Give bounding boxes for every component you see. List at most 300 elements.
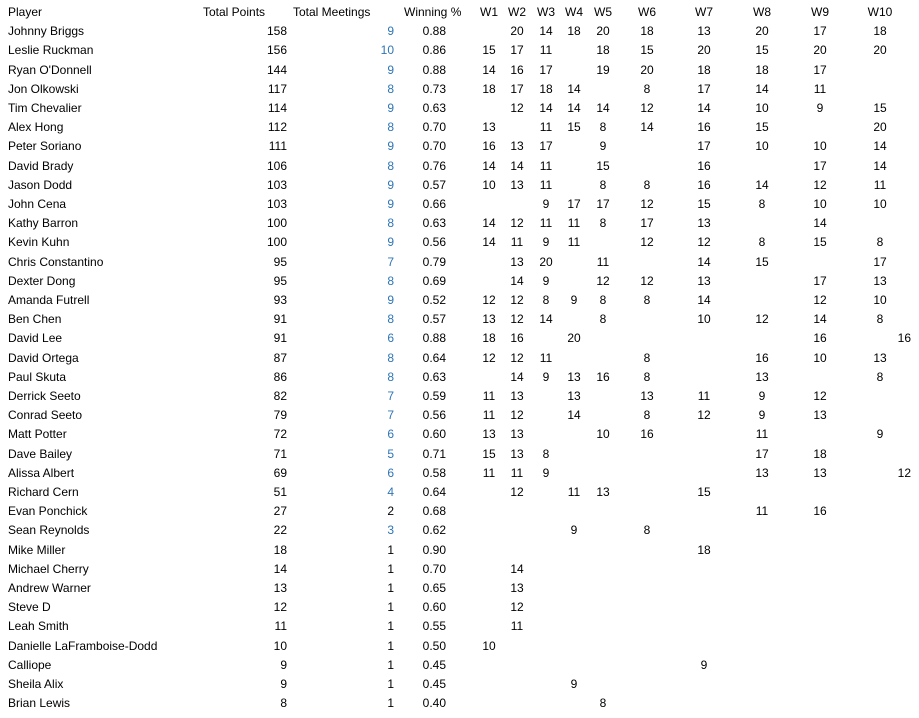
week-score: 8 — [876, 312, 884, 327]
week-score: 11 — [813, 81, 827, 96]
total-meetings: 6 — [387, 331, 394, 346]
week-score: 15 — [755, 43, 769, 58]
week-score: 12 — [596, 273, 610, 288]
total-meetings: 1 — [387, 677, 394, 691]
winning-pct: 0.90 — [422, 542, 446, 557]
winning-pct: 0.88 — [422, 331, 446, 346]
player-name: Sheila Alix — [8, 677, 64, 691]
winning-pct: 0.57 — [422, 312, 446, 327]
week-score: 12 — [510, 216, 524, 231]
week-score: 12 — [510, 293, 524, 307]
week-score: 16 — [813, 331, 827, 346]
week-score: 11 — [539, 177, 553, 192]
player-name: Jason Dodd — [8, 177, 73, 192]
week-score: 17 — [539, 62, 553, 77]
player-name: Dave Bailey — [8, 446, 73, 461]
week-score: 17 — [539, 139, 553, 154]
header-week: W4 — [565, 5, 583, 19]
week-score: 13 — [755, 465, 769, 480]
winning-pct: 0.56 — [422, 235, 446, 250]
week-score: 14 — [567, 101, 581, 115]
week-score: 16 — [697, 158, 711, 173]
header-week: W5 — [594, 5, 612, 19]
total-points: 87 — [273, 350, 287, 365]
winning-pct: 0.45 — [422, 657, 446, 672]
week-score: 10 — [813, 350, 827, 365]
week-score: 8 — [643, 408, 651, 423]
player-name: Leslie Ruckman — [8, 43, 94, 58]
week-score: 8 — [643, 293, 651, 307]
week-score: 15 — [697, 197, 711, 211]
winning-pct: 0.55 — [422, 619, 446, 634]
week-score: 11 — [567, 485, 581, 499]
winning-pct: 0.65 — [422, 581, 446, 595]
week-score: 12 — [755, 312, 769, 327]
winning-pct: 0.57 — [422, 177, 446, 192]
total-points: 69 — [273, 465, 287, 480]
total-meetings: 1 — [387, 581, 394, 595]
total-meetings: 4 — [387, 485, 394, 499]
total-points: 95 — [273, 254, 287, 269]
total-meetings: 9 — [387, 24, 394, 39]
week-score: 15 — [755, 120, 769, 135]
week-score: 12 — [640, 235, 654, 250]
player-name: Jon Olkowski — [8, 81, 79, 96]
week-score: 13 — [482, 312, 496, 327]
week-score: 20 — [755, 24, 769, 39]
total-meetings: 9 — [387, 293, 394, 307]
winning-pct: 0.79 — [422, 254, 446, 269]
week-score: 17 — [596, 197, 610, 211]
player-name: Dexter Dong — [8, 273, 76, 288]
total-meetings: 8 — [387, 350, 394, 365]
week-score: 12 — [640, 197, 654, 211]
week-score: 16 — [697, 177, 711, 192]
total-points: 51 — [273, 485, 287, 499]
week-score: 18 — [697, 62, 711, 77]
week-score: 19 — [596, 62, 610, 77]
header-week: W8 — [753, 5, 771, 19]
week-score: 10 — [873, 197, 887, 211]
player-name: Amanda Futrell — [8, 293, 90, 307]
week-score: 16 — [510, 62, 524, 77]
week-score: 14 — [482, 235, 496, 250]
total-meetings: 8 — [387, 120, 394, 135]
week-score: 13 — [510, 389, 524, 403]
total-meetings: 9 — [387, 101, 394, 115]
week-score: 14 — [539, 312, 553, 327]
week-score: 17 — [813, 158, 827, 173]
week-score: 17 — [697, 81, 711, 96]
week-score: 11 — [539, 216, 553, 231]
week-score: 14 — [482, 158, 496, 173]
total-points: 13 — [273, 581, 287, 595]
week-score: 12 — [510, 485, 524, 499]
total-meetings: 8 — [387, 81, 394, 96]
week-score: 15 — [813, 235, 827, 250]
winning-pct: 0.64 — [422, 485, 446, 499]
week-score: 8 — [758, 235, 766, 250]
player-name: Calliope — [8, 657, 52, 672]
winning-pct: 0.88 — [422, 24, 446, 39]
week-score: 9 — [570, 523, 578, 538]
player-name: Conrad Seeto — [8, 408, 83, 423]
total-meetings: 2 — [387, 504, 394, 519]
total-meetings: 9 — [387, 139, 394, 154]
week-score: 12 — [482, 350, 496, 365]
week-score: 11 — [510, 235, 524, 250]
player-name: Sean Reynolds — [8, 523, 90, 538]
week-score: 8 — [643, 177, 651, 192]
total-points: 11 — [274, 619, 287, 634]
week-score: 13 — [510, 581, 524, 595]
week-score: 18 — [697, 542, 711, 557]
week-score: 13 — [755, 369, 769, 384]
week-score: 11 — [539, 350, 553, 365]
winning-pct: 0.40 — [422, 696, 446, 711]
week-score: 15 — [596, 158, 610, 173]
week-score: 16 — [510, 331, 524, 346]
total-meetings: 9 — [387, 235, 394, 250]
week-score: 13 — [567, 389, 581, 403]
week-score: 13 — [697, 216, 711, 231]
week-score: 12 — [510, 101, 524, 115]
week-score: 18 — [596, 43, 610, 58]
week-score: 14 — [510, 273, 524, 288]
total-points: 93 — [273, 293, 287, 307]
winning-pct: 0.63 — [422, 369, 446, 384]
total-points: 114 — [267, 101, 287, 115]
player-name: Alissa Albert — [8, 465, 75, 480]
total-points: 27 — [273, 504, 287, 519]
winning-pct: 0.56 — [422, 408, 446, 423]
total-points: 112 — [267, 120, 287, 135]
total-points: 91 — [273, 312, 287, 327]
total-meetings: 1 — [387, 542, 394, 557]
total-meetings: 9 — [387, 177, 394, 192]
winning-pct: 0.70 — [422, 120, 446, 135]
week-score: 9 — [542, 273, 550, 288]
week-score: 10 — [482, 638, 496, 653]
week-score: 10 — [873, 293, 887, 307]
week-score: 9 — [542, 235, 550, 250]
week-score: 20 — [539, 254, 553, 269]
winning-pct: 0.66 — [422, 197, 446, 211]
week-score: 10 — [755, 101, 769, 115]
week-score: 8 — [758, 197, 766, 211]
total-meetings: 8 — [387, 273, 394, 288]
week-score: 14 — [813, 216, 827, 231]
week-score: 11 — [482, 408, 496, 423]
week-score: 12 — [510, 408, 524, 423]
total-meetings: 6 — [387, 427, 394, 442]
week-score: 15 — [482, 446, 496, 461]
week-score: 8 — [599, 293, 607, 307]
week-score: 12 — [813, 293, 827, 307]
winning-pct: 0.70 — [422, 561, 446, 576]
week-score: 20 — [873, 120, 887, 135]
winning-pct: 0.50 — [422, 638, 446, 653]
week-score: 10 — [482, 177, 496, 192]
week-score: 17 — [873, 254, 887, 269]
total-meetings: 6 — [387, 465, 394, 480]
week-score: 8 — [599, 177, 607, 192]
total-meetings: 7 — [387, 408, 394, 423]
week-score: 15 — [697, 485, 711, 499]
week-score: 15 — [873, 101, 887, 115]
week-score: 8 — [599, 120, 607, 135]
week-score: 13 — [510, 177, 524, 192]
total-meetings: 9 — [387, 197, 394, 211]
week-score: 14 — [697, 293, 711, 307]
week-score: 17 — [813, 62, 827, 77]
total-meetings: 1 — [387, 600, 394, 615]
week-score: 17 — [510, 43, 524, 58]
week-score: 11 — [873, 177, 887, 192]
week-score: 18 — [873, 24, 887, 39]
winning-pct: 0.88 — [422, 62, 446, 77]
week-score: 16 — [640, 427, 654, 442]
player-name: Ryan O'Donnell — [8, 62, 92, 77]
week-score: 16 — [697, 120, 711, 135]
player-name: David Brady — [8, 158, 74, 173]
week-score: 17 — [813, 273, 827, 288]
week-score: 14 — [755, 177, 769, 192]
week-score: 10 — [813, 139, 827, 154]
player-name: Derrick Seeto — [8, 389, 81, 403]
player-name: Peter Soriano — [8, 139, 82, 154]
winning-pct: 0.52 — [422, 293, 446, 307]
total-points: 79 — [273, 408, 287, 423]
total-meetings: 7 — [387, 389, 394, 403]
week-score: 17 — [640, 216, 654, 231]
week-score: 18 — [813, 446, 827, 461]
week-score: 10 — [755, 139, 769, 154]
header-week: W2 — [508, 5, 526, 19]
week-score: 11 — [755, 427, 769, 442]
week-score: 10 — [697, 312, 711, 327]
week-score: 9 — [542, 465, 550, 480]
header-winning-pct: Winning % — [404, 5, 462, 19]
week-score: 11 — [510, 619, 524, 634]
week-score: 13 — [510, 139, 524, 154]
week-score: 12 — [640, 273, 654, 288]
total-points: 91 — [273, 331, 287, 346]
week-score: 8 — [876, 235, 884, 250]
winning-pct: 0.86 — [422, 43, 446, 58]
player-name: Michael Cherry — [8, 561, 89, 576]
winning-pct: 0.68 — [422, 504, 446, 519]
player-name: Brian Lewis — [8, 696, 71, 711]
total-points: 14 — [273, 561, 287, 576]
header-week: W7 — [695, 5, 713, 19]
week-score: 12 — [510, 312, 524, 327]
week-score: 9 — [758, 389, 766, 403]
week-score: 14 — [640, 120, 654, 135]
week-score: 15 — [567, 120, 581, 135]
player-name: Matt Potter — [8, 427, 67, 442]
week-score: 9 — [700, 657, 708, 672]
winning-pct: 0.71 — [422, 446, 446, 461]
week-score: 18 — [482, 81, 496, 96]
week-score: 12 — [813, 177, 827, 192]
header-week: W3 — [537, 5, 555, 19]
week-score: 11 — [482, 465, 496, 480]
player-name: David Lee — [8, 331, 63, 346]
total-points: 8 — [280, 696, 287, 711]
week-score: 13 — [567, 369, 581, 384]
week-score: 13 — [697, 273, 711, 288]
week-score: 9 — [570, 677, 578, 691]
week-score: 11 — [596, 254, 610, 269]
week-score: 18 — [567, 24, 581, 39]
week-score: 13 — [640, 389, 654, 403]
player-name: Alex Hong — [8, 120, 64, 135]
header-week: W1 — [480, 5, 498, 19]
week-score: 14 — [873, 139, 887, 154]
total-meetings: 8 — [387, 369, 394, 384]
total-meetings: 1 — [387, 657, 394, 672]
total-points: 100 — [266, 235, 287, 250]
player-name: Evan Ponchick — [8, 504, 88, 519]
week-score: 14 — [697, 254, 711, 269]
winning-pct: 0.60 — [422, 427, 446, 442]
week-score: 13 — [813, 408, 827, 423]
week-score: 14 — [567, 408, 581, 423]
player-name: Leah Smith — [8, 619, 69, 634]
total-points: 86 — [273, 369, 287, 384]
week-score: 11 — [567, 235, 581, 250]
total-points: 18 — [273, 542, 287, 557]
total-points: 158 — [266, 24, 287, 39]
week-score: 12 — [813, 389, 827, 403]
player-name: Kathy Barron — [8, 216, 79, 231]
total-points: 117 — [267, 81, 287, 96]
winning-pct: 0.45 — [422, 677, 446, 691]
player-name: Richard Cern — [8, 485, 79, 499]
week-score: 14 — [813, 312, 827, 327]
winning-pct: 0.63 — [422, 101, 446, 115]
player-name: Johnny Briggs — [8, 24, 85, 39]
total-points: 95 — [273, 273, 287, 288]
week-score: 14 — [539, 24, 553, 39]
week-score: 15 — [640, 43, 654, 58]
player-name: Kevin Kuhn — [8, 235, 70, 250]
week-score: 16 — [755, 350, 769, 365]
total-meetings: 9 — [387, 62, 394, 77]
week-score: 16 — [596, 369, 610, 384]
week-score: 14 — [510, 369, 524, 384]
week-score: 8 — [643, 523, 651, 538]
week-score: 8 — [599, 696, 607, 711]
week-score: 11 — [755, 504, 769, 519]
player-name: Ben Chen — [8, 312, 62, 327]
week-score: 14 — [873, 158, 887, 173]
week-score: 12 — [640, 101, 654, 115]
week-score: 11 — [697, 389, 711, 403]
week-score: 18 — [482, 331, 496, 346]
week-score: 11 — [482, 389, 496, 403]
week-score: 12 — [697, 235, 711, 250]
winning-pct: 0.62 — [422, 523, 446, 538]
total-points: 71 — [273, 446, 287, 461]
winning-pct: 0.58 — [422, 465, 446, 480]
header-total-meetings: Total Meetings — [293, 5, 371, 19]
week-score: 11 — [539, 158, 553, 173]
total-points: 72 — [273, 427, 287, 442]
winning-pct: 0.64 — [422, 350, 446, 365]
total-points: 103 — [266, 177, 287, 192]
player-name: Andrew Warner — [8, 581, 91, 595]
total-meetings: 10 — [380, 43, 394, 58]
header-week: W6 — [638, 5, 656, 19]
week-score: 15 — [482, 43, 496, 58]
week-score: 9 — [876, 427, 884, 442]
week-score: 11 — [567, 216, 581, 231]
player-name: Tim Chevalier — [8, 101, 82, 115]
week-score: 20 — [640, 62, 654, 77]
week-score: 8 — [643, 81, 651, 96]
player-name: Steve D — [8, 600, 51, 615]
week-score: 12 — [510, 600, 524, 615]
week-score: 13 — [697, 24, 711, 39]
week-score: 8 — [643, 350, 651, 365]
week-score: 17 — [755, 446, 769, 461]
winning-pct: 0.73 — [422, 81, 446, 96]
week-score: 13 — [873, 350, 887, 365]
week-score: 10 — [596, 427, 610, 442]
week-score: 15 — [755, 254, 769, 269]
week-score: 20 — [813, 43, 827, 58]
total-points: 100 — [266, 216, 287, 231]
week-score: 13 — [482, 427, 496, 442]
week-score: 13 — [596, 485, 610, 499]
total-points: 9 — [280, 677, 287, 691]
week-score: 14 — [697, 101, 711, 115]
player-name: John Cena — [8, 197, 67, 211]
week-score: 9 — [816, 101, 824, 115]
player-name: Mike Miller — [8, 542, 66, 557]
winning-pct: 0.59 — [422, 389, 446, 403]
week-score: 8 — [542, 293, 550, 307]
player-name: David Ortega — [8, 350, 79, 365]
week-score: 13 — [510, 254, 524, 269]
total-meetings: 1 — [387, 619, 394, 634]
week-score: 8 — [542, 446, 550, 461]
week-score: 14 — [482, 62, 496, 77]
header-player: Player — [8, 5, 43, 19]
week-score: 12 — [482, 293, 496, 307]
week-score: 20 — [567, 331, 581, 346]
week-score: 17 — [697, 139, 711, 154]
week-score: 14 — [510, 561, 524, 576]
winning-pct: 0.76 — [422, 158, 446, 173]
player-name: Danielle LaFramboise-Dodd — [8, 638, 158, 653]
week-score: 16 — [813, 504, 827, 519]
week-score: 18 — [539, 81, 553, 96]
total-meetings: 3 — [387, 523, 394, 538]
winning-pct: 0.70 — [422, 139, 446, 154]
winning-pct: 0.63 — [422, 216, 446, 231]
total-meetings: 8 — [387, 312, 394, 327]
week-score: 20 — [697, 43, 711, 58]
week-score: 11 — [539, 43, 553, 58]
total-meetings: 8 — [387, 158, 394, 173]
total-points: 12 — [273, 600, 287, 615]
total-points: 144 — [266, 62, 287, 77]
total-meetings: 1 — [387, 561, 394, 576]
extra-score: 16 — [897, 331, 911, 346]
